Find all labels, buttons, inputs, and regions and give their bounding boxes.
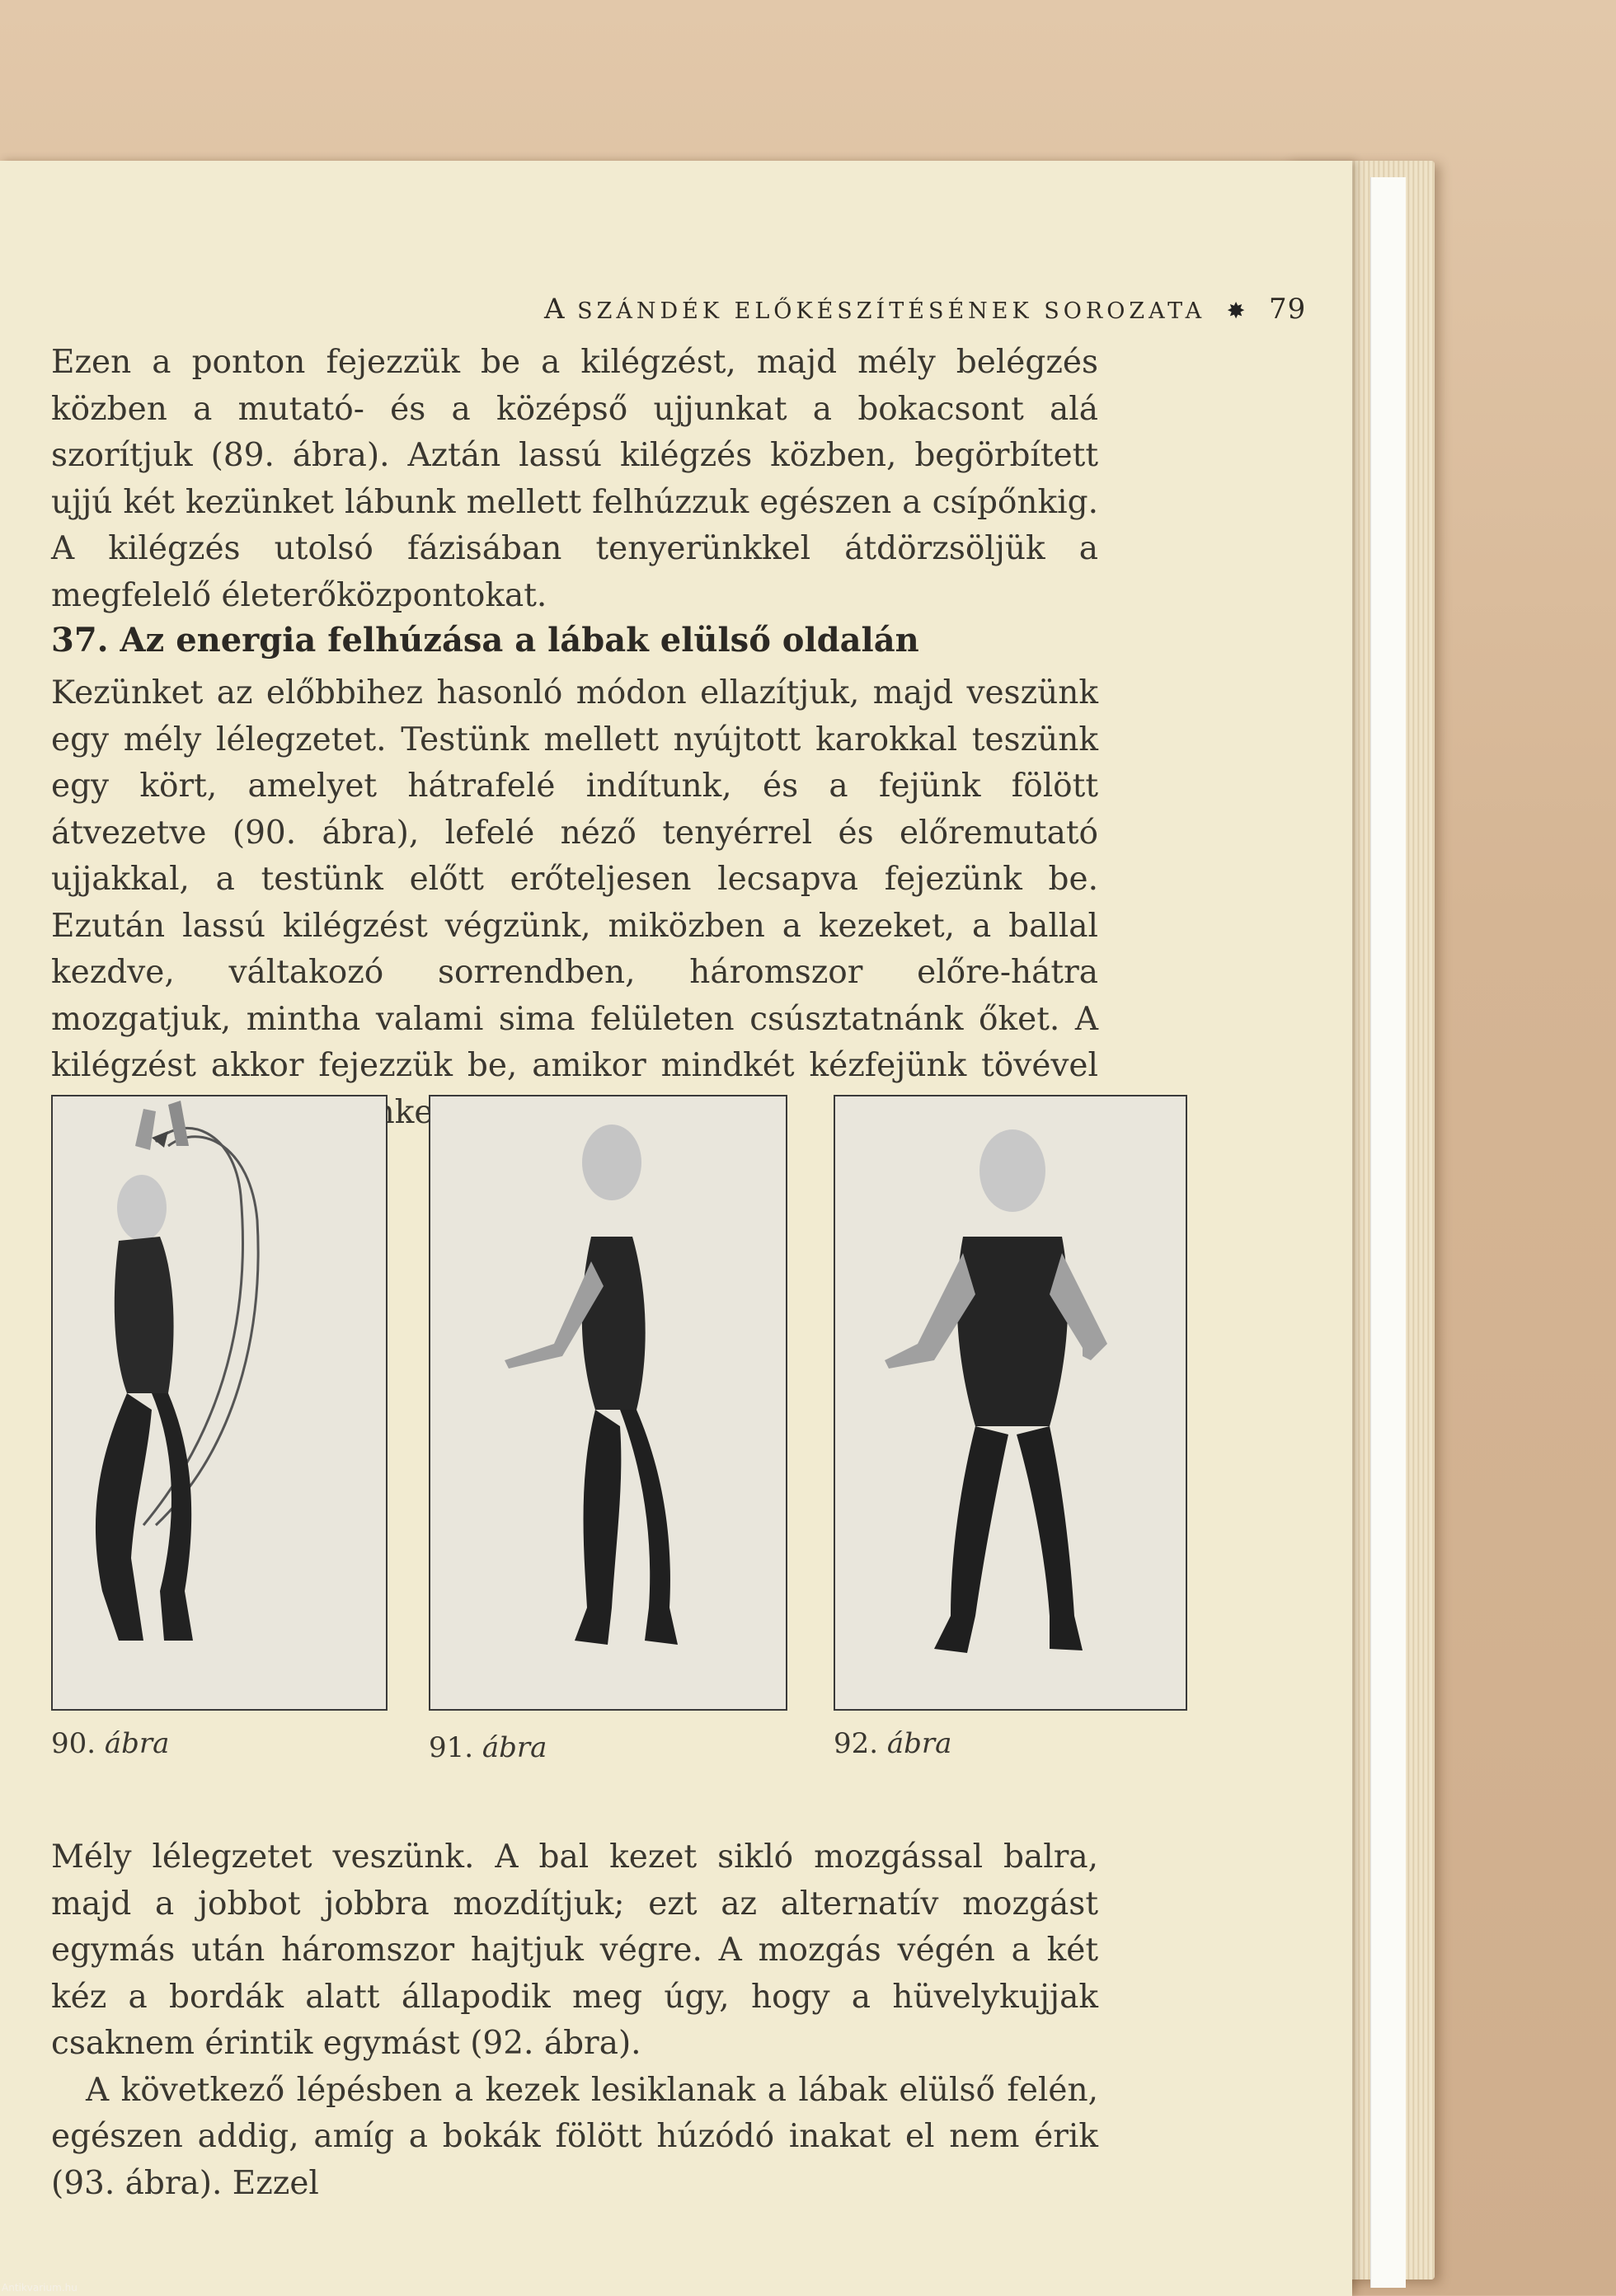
- figure-92-caption: [834, 1727, 951, 1760]
- figure-91-photo: [429, 1095, 787, 1711]
- figure-92-number: 92.: [834, 1727, 879, 1760]
- figure-91-caption: [429, 1731, 547, 1764]
- running-head-title: SZÁNDÉK ELŐKÉSZÍTÉSÉNEK SOROZATA: [577, 298, 1206, 324]
- figure-92-label: ábra: [886, 1727, 952, 1760]
- figure-90-caption: [51, 1727, 169, 1760]
- running-head-initial: A: [544, 293, 566, 326]
- section-body-text: Kezünket az előbbihez hasonló módon ellazítjuk, majd veszünk egy mély lélegzetet. Testünk mellett nyújtott karokkal teszünk egy kört, amelyet hátrafelé indítunk, és a fejünk fölött átvezetve (90. ábra), lefelé néző tenyérrel és előremutató ujjakkal, a testünk előtt erőteljesen lecsapva fejezünk be. Ezután lassú kilégzést végzünk, miközben a kezeket, a ballal kezdve, váltakozó sorrendben, háromszor előre-hátra mozgatjuk, mintha valami sima felületen csúsztatnánk őket. A kilégzést akkor fejezzük be, amikor mindkét kézfejünk tövével: [51, 674, 1098, 1084]
- page-number: 79: [1268, 293, 1307, 326]
- figure-90-photo: [51, 1095, 388, 1711]
- figure-91-illustration: [430, 1096, 786, 1709]
- paragraph-after-figures: [51, 1834, 1098, 2207]
- paragraph-intro-text: Ezen a ponton fejezzük be a kilégzést, majd mély belégzés közben a mutató- és a középső ujjunkat a bokacsont alá szorítjuk (89. ábra). Aztán lassú kilégzés közben, begörbített ujjú két kezünket lábunk mellett felhúzzuk egészen a csípőnkig. A kilégzés utolsó fázisában tenyerünkkel átdörzsöljük a megfelelő életerőközpontokat.: [51, 344, 1098, 614]
- paragraph-intro: [51, 340, 1098, 619]
- section-heading: 37. Az energia felhúzása a lábak elülső oldalán: [51, 621, 919, 660]
- figure-90-label: ábra: [104, 1727, 170, 1760]
- figure-91-number: 91.: [429, 1731, 474, 1764]
- figure-92-illustration: [835, 1096, 1186, 1709]
- paragraph-after-figures-text: Mély lélegzetet veszünk. A bal kezet sikló mozgással balra, majd a jobbot jobbra mozdítjuk; ezt az alternatív mozgást egymás után háromszor hajtjuk végre. A mozgás végén a két kéz a bordák alatt állapodik meg úgy, hogy a hüvelykujjak csaknem érintik egymást (92. ábra).: [51, 1838, 1098, 2062]
- figure-91-label: ábra: [482, 1731, 547, 1764]
- figure-92-photo: [834, 1095, 1187, 1711]
- figure-90-number: 90.: [51, 1727, 96, 1760]
- running-head: [544, 293, 1307, 334]
- section-body: [51, 670, 1098, 1136]
- paragraph-continuation-text: A következő lépésben a kezek lesiklanak a lábak elülső felén, egészen addig, amíg a bokák fölött húzódó inakat el nem érik (93. ábra). Ezzel: [51, 2071, 1098, 2202]
- star-ornament-icon: ✸: [1226, 298, 1250, 324]
- watermark: Antikvarium.hu: [2, 2282, 78, 2294]
- figure-90-illustration: [53, 1096, 386, 1709]
- bookmark-card: [1370, 177, 1406, 2288]
